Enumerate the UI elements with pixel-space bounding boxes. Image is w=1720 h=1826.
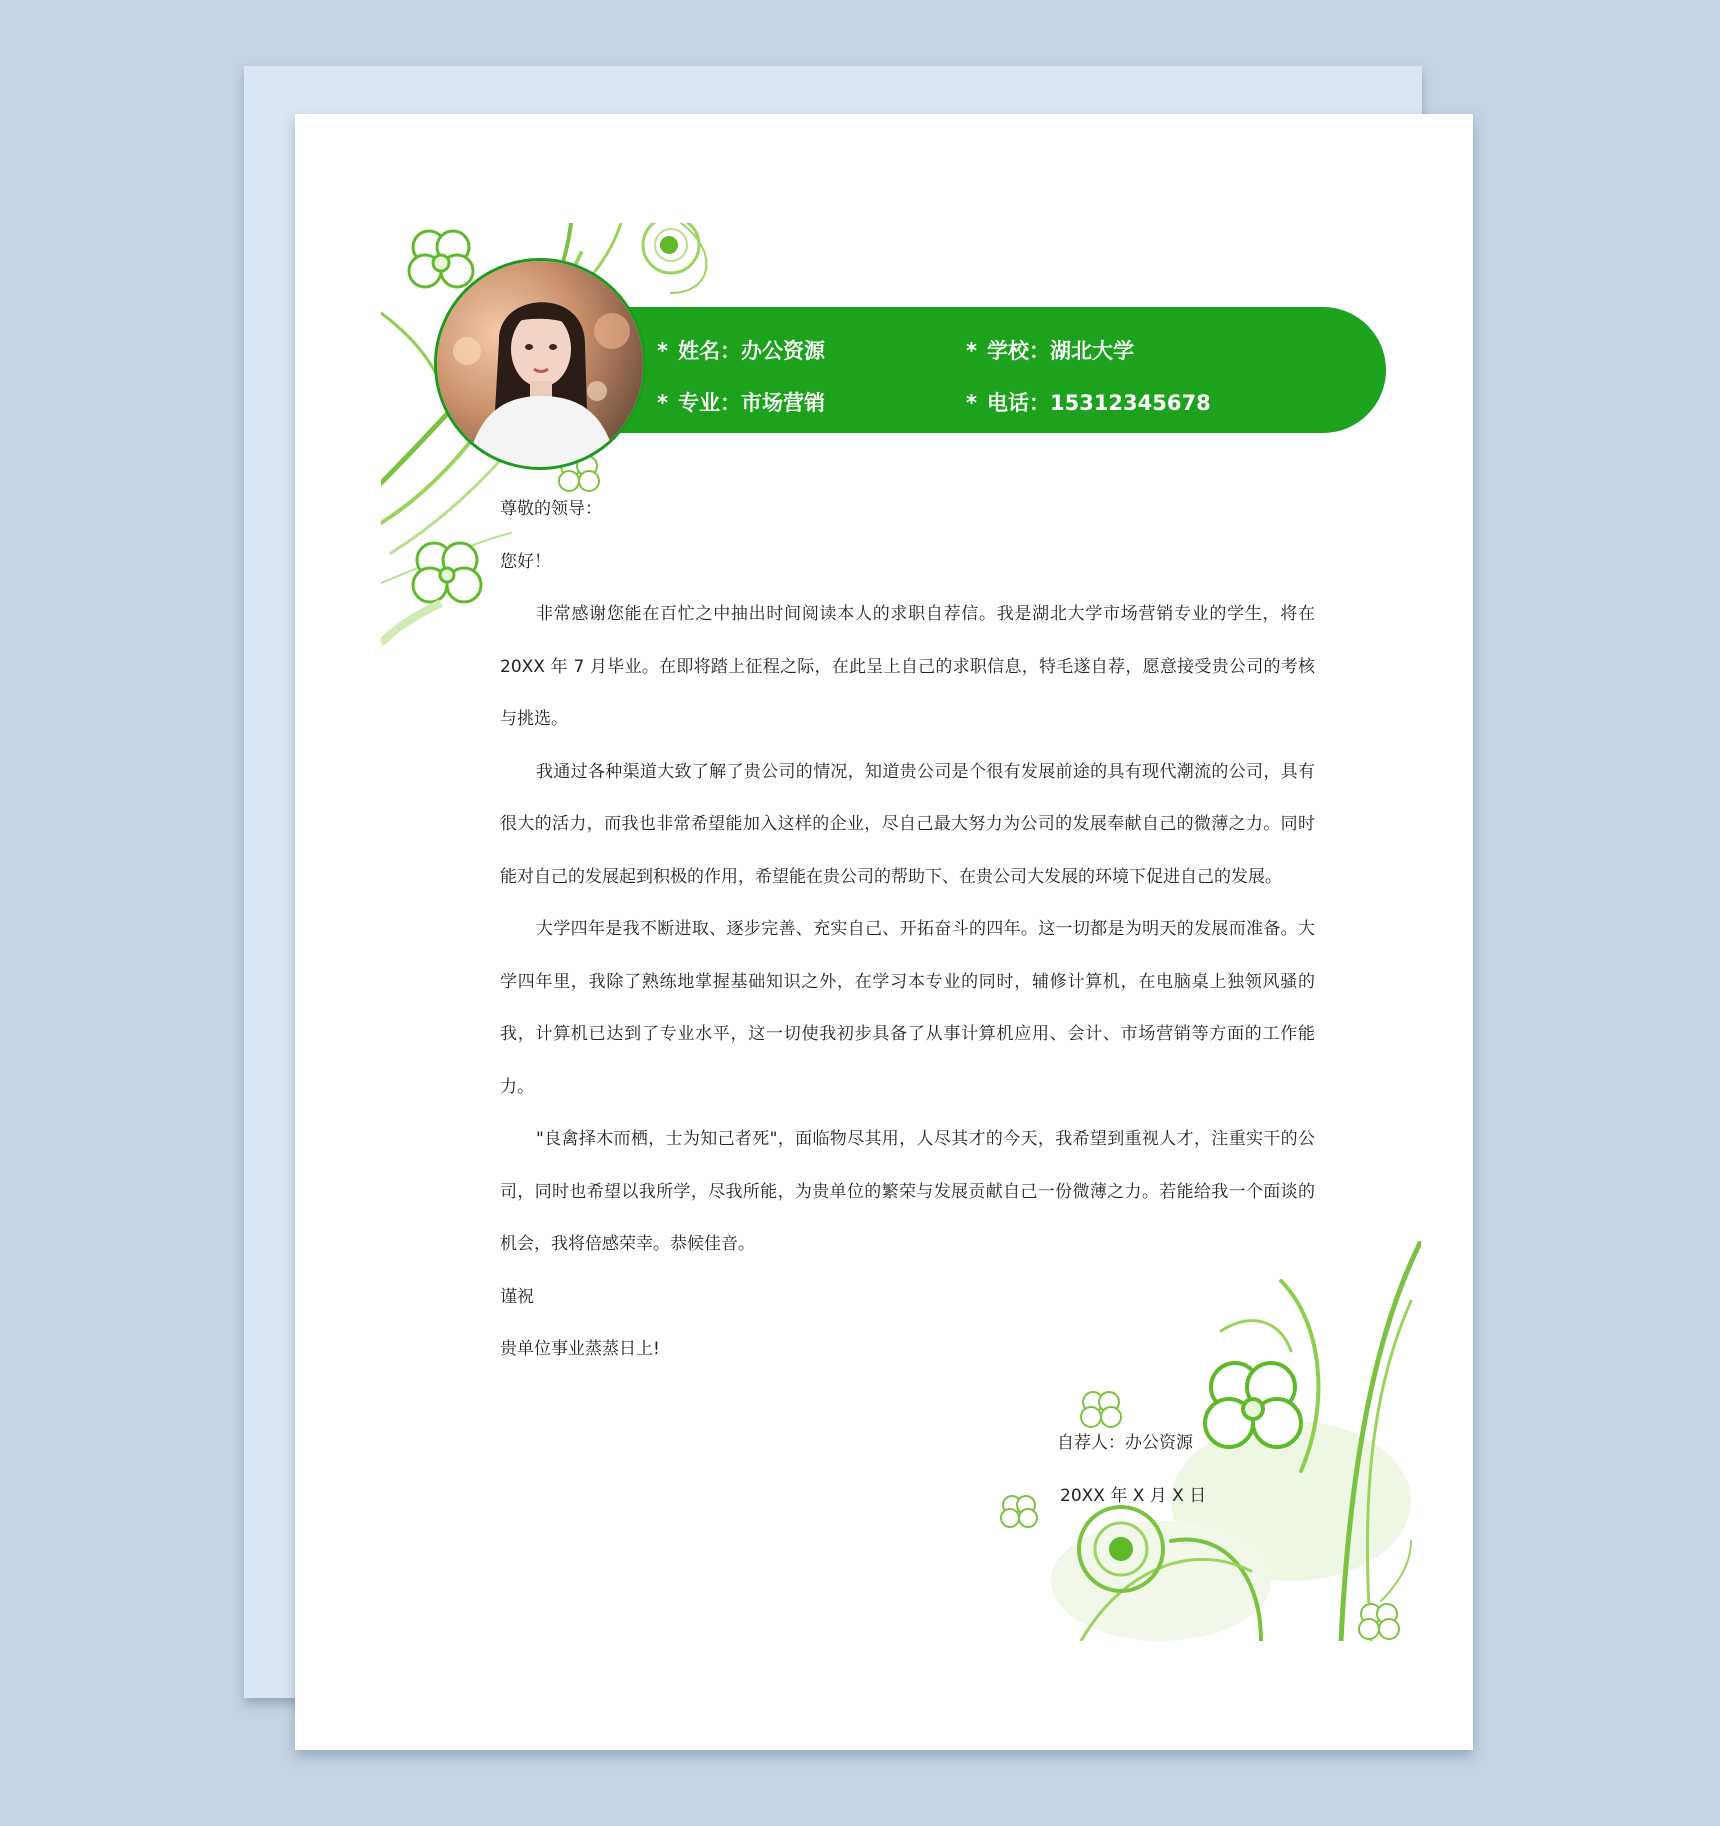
bullet-star-icon: * xyxy=(657,339,668,363)
bullet-star-icon: * xyxy=(966,339,977,363)
signature: 自荐人：办公资源 xyxy=(1057,1433,1193,1453)
resume-sheet xyxy=(381,223,1421,1641)
letter-body xyxy=(500,483,1315,1376)
paragraph-4: "良禽择木而栖，士为知己者死"，面临物尽其用，人尽其才的今天，我希望到重视人才，注重实干的公司，同时也希望以我所学，尽我所能，为贵单位的繁荣与发展贡献自己一份微薄之力。若能给我一个面谈的机会，我将倍感荣幸。恭候佳音。 xyxy=(500,1129,1315,1254)
name-field: * 姓名：办公资源 xyxy=(657,339,825,363)
paragraph-1: 非常感谢您能在百忙之中抽出时间阅读本人的求职自荐信。我是湖北大学市场营销专业的学生，将在 20XX 年 7 月毕业。在即将踏上征程之际，在此呈上自己的求职信息，特毛遂自荐，愿意接受贵公司的考核与挑选。 xyxy=(500,604,1315,729)
phone-field: * 电话：15312345678 xyxy=(966,391,1211,415)
salutation: 尊敬的领导： xyxy=(500,499,602,519)
bullet-star-icon: * xyxy=(966,391,977,415)
greeting: 您好！ xyxy=(500,551,551,572)
portrait-image xyxy=(437,261,643,467)
date: 20XX 年 X 月 X 日 xyxy=(1060,1486,1207,1506)
school-field: * 学校：湖北大学 xyxy=(966,339,1134,363)
paragraph-3: 大学四年是我不断进取、逐步完善、充实自己、开拓奋斗的四年。这一切都是为明天的发展而准备。大学四年里，我除了熟练地掌握基础知识之外，在学习本专业的同时，辅修计算机，在电脑桌上独领风骚的我，计算机已达到了专业水平，这一切使我初步具备了从事计算机应用、会计、市场营销等方面的工作能力。 xyxy=(500,919,1315,1097)
avatar-photo xyxy=(434,258,646,470)
bullet-star-icon: * xyxy=(657,391,668,415)
paragraph-2: 我通过各种渠道大致了解了贵公司的情况，知道贵公司是个很有发展前途的具有现代潮流的公司，具有很大的活力，而我也非常希望能加入这样的企业，尽自己最大努力为公司的发展奉献自己的微薄之力。同时能对自己的发展起到积极的作用，希望能在贵公司的帮助下、在贵公司大发展的环境下促进自己的发展。 xyxy=(500,761,1315,887)
closing-line: 贵单位事业蒸蒸日上! xyxy=(500,1339,660,1359)
closing-wish: 谨祝 xyxy=(500,1286,534,1307)
major-field: * 专业：市场营销 xyxy=(657,391,825,415)
info-bar xyxy=(571,307,1386,433)
